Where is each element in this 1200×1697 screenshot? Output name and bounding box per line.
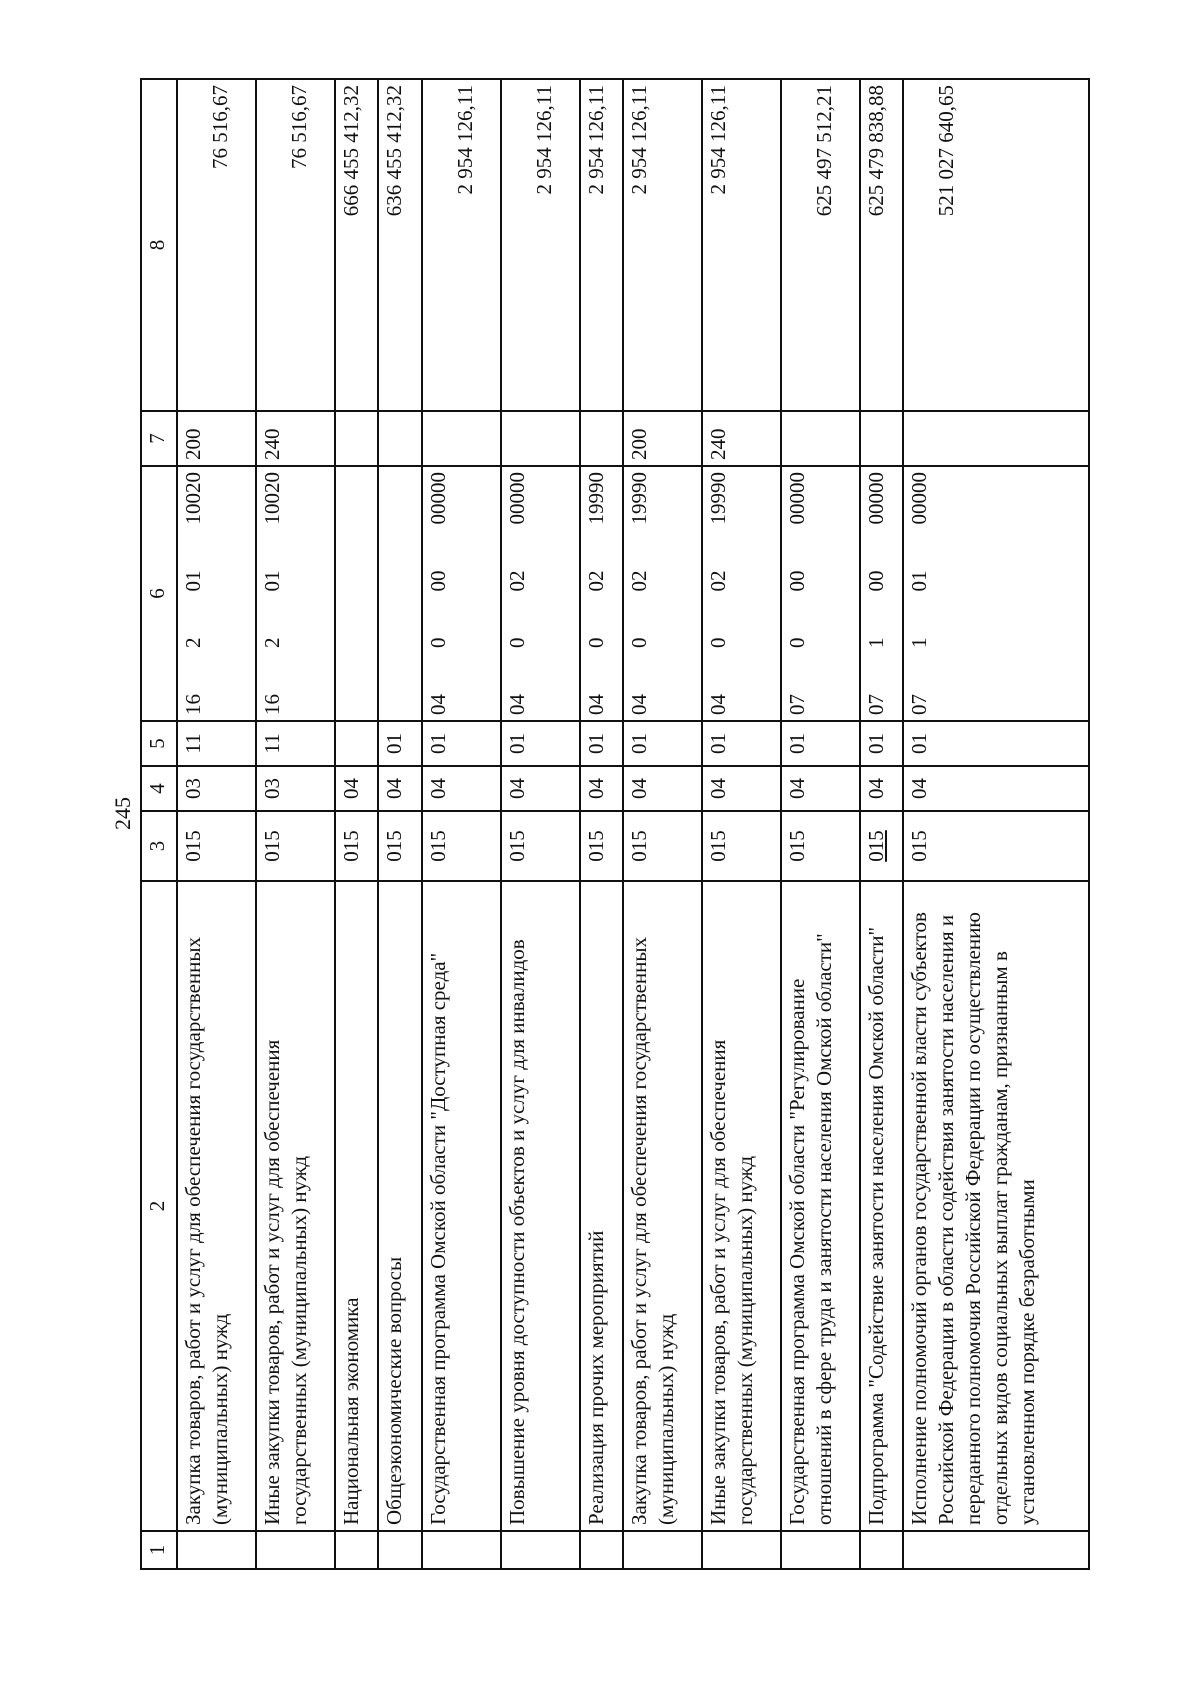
section-code-cell: 04: [702, 766, 781, 811]
row-number-cell: [903, 1531, 1089, 1569]
header-col-8: 8: [141, 79, 177, 411]
target-article-part: 00000: [425, 472, 450, 525]
target-article-part: 16: [181, 694, 205, 715]
target-article-parts: [504, 472, 531, 715]
row-name-cell: Национальная экономика: [335, 881, 378, 1531]
row-number-cell: [580, 1531, 623, 1569]
row-number-cell: [623, 1531, 702, 1569]
target-article-parts: [705, 472, 732, 715]
target-article-part: 16: [259, 694, 284, 715]
budget-table: [140, 78, 1090, 1570]
section-code-cell: 04: [422, 766, 501, 811]
table-row: [422, 79, 501, 1569]
expense-type-cell: 240: [702, 411, 781, 466]
row-name-cell: Иные закупки товаров, работ и услуг для обеспечения государственных (муниципальных) нужд: [702, 881, 781, 1531]
row-number-cell: [860, 1531, 903, 1569]
target-article-cell: [378, 466, 421, 721]
table-row: [378, 79, 421, 1569]
ministry-code-cell: 015: [702, 811, 781, 881]
ministry-code-cell: 015: [781, 811, 860, 881]
target-article-part: 04: [583, 694, 608, 715]
target-article-cell: [177, 466, 256, 721]
row-name-cell: Реализация прочих мероприятий: [580, 881, 623, 1531]
target-article-cell: [335, 466, 378, 721]
amount-cell: [623, 79, 702, 411]
subsection-code-cell: 01: [623, 721, 702, 766]
ministry-code-cell: 015: [903, 811, 1089, 881]
table-row: [781, 79, 860, 1569]
row-number-cell: [378, 1531, 421, 1569]
target-article-part: 19990: [627, 472, 652, 525]
row-number-cell: [256, 1531, 335, 1569]
section-code-cell: 03: [177, 766, 256, 811]
row-name-cell: Государственная программа Омской области "Регулирование отношений в сфере труда и занятости населения Омской области": [781, 881, 860, 1531]
target-article-part: 1: [863, 637, 888, 648]
subsection-code-cell: [335, 721, 378, 766]
subsection-code-cell: 01: [781, 721, 860, 766]
target-article-cell: [903, 466, 1089, 721]
subsection-code-cell: 01: [378, 721, 421, 766]
ministry-code-cell: 015: [623, 811, 702, 881]
target-article-parts: [863, 472, 890, 715]
target-article-part: 07: [907, 694, 932, 715]
target-article-part: 04: [627, 694, 652, 715]
expense-type-cell: [860, 411, 903, 466]
expense-type-cell: [580, 411, 623, 466]
header-col-5: 5: [141, 721, 177, 766]
target-article-cell: [256, 466, 335, 721]
target-article-cell: [781, 466, 860, 721]
target-article-cell: [702, 466, 781, 721]
table-row: [623, 79, 702, 1569]
expense-type-cell: [781, 411, 860, 466]
target-article-parts: [259, 472, 286, 715]
target-article-part: 0: [583, 637, 608, 648]
target-article-part: 00: [863, 570, 888, 592]
target-article-part: 0: [627, 637, 652, 648]
subsection-code-cell: 01: [860, 721, 903, 766]
target-article-part: 07: [784, 694, 809, 715]
amount-cell: [422, 79, 501, 411]
amount-value: 521 027 640,65: [934, 85, 959, 217]
section-code-cell: 04: [903, 766, 1089, 811]
row-number-cell: [781, 1531, 860, 1569]
expense-type-cell: [378, 411, 421, 466]
target-article-part: 0: [504, 637, 529, 648]
expense-type-cell: 200: [177, 411, 256, 466]
row-number-cell: [335, 1531, 378, 1569]
ministry-code-cell: 015: [177, 811, 256, 881]
target-article-part: 00000: [907, 472, 932, 525]
amount-value: 636 455 412,32: [382, 85, 407, 217]
target-article-cell: [501, 466, 580, 721]
ministry-code-cell: 015: [256, 811, 335, 881]
target-article-cell: [580, 466, 623, 721]
expense-type-cell: 240: [256, 411, 335, 466]
subsection-code-cell: 01: [501, 721, 580, 766]
table-row: [903, 79, 1089, 1569]
row-name-cell: Общеэкономические вопросы: [378, 881, 421, 1531]
target-article-part: 04: [504, 694, 529, 715]
rotated-page-content: [140, 80, 1090, 1570]
section-code-cell: 04: [335, 766, 378, 811]
table-row: [501, 79, 580, 1569]
ministry-code-cell: 015: [335, 811, 378, 881]
target-article-parts: [906, 472, 933, 715]
header-col-1: 1: [141, 1531, 177, 1569]
table-row: [177, 79, 256, 1569]
target-article-part: 04: [425, 694, 450, 715]
table-row: [335, 79, 378, 1569]
section-code-cell: 04: [623, 766, 702, 811]
subsection-code-cell: 01: [903, 721, 1089, 766]
amount-value: 2 954 126,11: [452, 85, 477, 195]
target-article-part: 00: [425, 570, 450, 592]
amount-value: 2 954 126,11: [583, 85, 608, 195]
row-name-cell: Закупка товаров, работ и услуг для обеспечения государственных (муниципальных) нужд: [177, 881, 256, 1531]
section-code-cell: 04: [378, 766, 421, 811]
target-article-part: 10020: [181, 472, 205, 525]
table-row: [580, 79, 623, 1569]
amount-value: 625 479 838,88: [863, 85, 888, 217]
target-article-cell: [860, 466, 903, 721]
table-row: [256, 79, 335, 1569]
target-article-part: 02: [583, 570, 608, 592]
target-article-parts: [425, 472, 452, 715]
subsection-code-cell: 11: [256, 721, 335, 766]
ministry-code-cell: 015: [422, 811, 501, 881]
target-article-part: 00000: [504, 472, 529, 525]
target-article-parts: [583, 472, 610, 715]
amount-value: 666 455 412,32: [338, 85, 363, 217]
amount-cell: [781, 79, 860, 411]
target-article-part: 19990: [583, 472, 608, 525]
target-article-part: 10020: [259, 472, 284, 525]
target-article-part: 07: [863, 694, 888, 715]
row-name-cell: Государственная программа Омской области "Доступная среда": [422, 881, 501, 1531]
amount-cell: [501, 79, 580, 411]
subsection-code-cell: 01: [702, 721, 781, 766]
row-name-cell: Повышение уровня доступности объектов и услуг для инвалидов: [501, 881, 580, 1531]
subsection-code-cell: 11: [177, 721, 256, 766]
target-article-part: 02: [504, 570, 529, 592]
page-number: 245: [110, 797, 135, 830]
amount-cell: [903, 79, 1089, 411]
row-name-cell: Иные закупки товаров, работ и услуг для обеспечения государственных (муниципальных) нужд: [256, 881, 335, 1531]
header-col-2: 2: [141, 881, 177, 1531]
header-col-6: 6: [141, 466, 177, 721]
row-name-cell: Подпрограмма "Содействие занятости населения Омской области": [860, 881, 903, 1531]
subsection-code-cell: 01: [422, 721, 501, 766]
ministry-code-cell: 015: [860, 811, 903, 881]
expense-type-cell: [903, 411, 1089, 466]
section-code-cell: 03: [256, 766, 335, 811]
ministry-code-cell: 015: [501, 811, 580, 881]
amount-value: 76 516,67: [286, 85, 311, 169]
row-number-cell: [422, 1531, 501, 1569]
expense-type-cell: [422, 411, 501, 466]
target-article-part: 02: [627, 570, 652, 592]
amount-cell: [702, 79, 781, 411]
target-article-part: 00000: [784, 472, 809, 525]
row-name-cell: Закупка товаров, работ и услуг для обеспечения государственных (муниципальных) нужд: [623, 881, 702, 1531]
target-article-part: 19990: [706, 472, 731, 525]
expense-type-cell: [501, 411, 580, 466]
target-article-part: 01: [907, 570, 932, 592]
section-code-cell: 04: [580, 766, 623, 811]
target-article-part: 1: [907, 637, 932, 648]
row-number-cell: [702, 1531, 781, 1569]
ministry-code-cell: 015: [378, 811, 421, 881]
target-article-part: 0: [784, 637, 809, 648]
target-article-part: 00: [784, 570, 809, 592]
target-article-part: 2: [181, 637, 205, 648]
section-code-cell: 04: [501, 766, 580, 811]
row-number-cell: [501, 1531, 580, 1569]
header-col-3: 3: [141, 811, 177, 881]
section-code-cell: 04: [860, 766, 903, 811]
expense-type-cell: [335, 411, 378, 466]
amount-value: 2 954 126,11: [627, 85, 652, 195]
amount-cell: [580, 79, 623, 411]
amount-cell: [335, 79, 378, 411]
target-article-cell: [623, 466, 702, 721]
target-article-parts: [626, 472, 653, 715]
amount-cell: [860, 79, 903, 411]
target-article-parts: [180, 472, 207, 715]
row-name-cell: Исполнение полномочий органов государственной власти субъектов Российской Федерации в области содействия занятости населения и переданного полномочия Российской Федерации по осуществлению отдельных видов социальных выплат гражданам, признанным в установленном порядке безработными: [903, 881, 1089, 1531]
target-article-part: 01: [259, 570, 284, 592]
amount-cell: [256, 79, 335, 411]
row-number-cell: [177, 1531, 256, 1569]
table-header-row: [141, 79, 177, 1569]
target-article-part: 0: [706, 637, 731, 648]
amount-value: 2 954 126,11: [706, 85, 731, 195]
target-article-part: 0: [425, 637, 450, 648]
target-article-part: 2: [259, 637, 284, 648]
target-article-part: 04: [706, 694, 731, 715]
amount-cell: [177, 79, 256, 411]
target-article-cell: [422, 466, 501, 721]
target-article-part: 02: [706, 570, 731, 592]
ministry-code-cell: 015: [580, 811, 623, 881]
header-col-4: 4: [141, 766, 177, 811]
header-col-7: 7: [141, 411, 177, 466]
target-article-part: 00000: [863, 472, 888, 525]
amount-cell: [378, 79, 421, 411]
amount-value: 2 954 126,11: [531, 85, 556, 195]
target-article-part: 01: [181, 570, 205, 592]
amount-value: 76 516,67: [208, 85, 232, 169]
amount-value: 625 497 512,21: [811, 85, 836, 217]
subsection-code-cell: 01: [580, 721, 623, 766]
expense-type-cell: 200: [623, 411, 702, 466]
table-row: [860, 79, 903, 1569]
section-code-cell: 04: [781, 766, 860, 811]
target-article-parts: [784, 472, 811, 715]
table-row: [702, 79, 781, 1569]
